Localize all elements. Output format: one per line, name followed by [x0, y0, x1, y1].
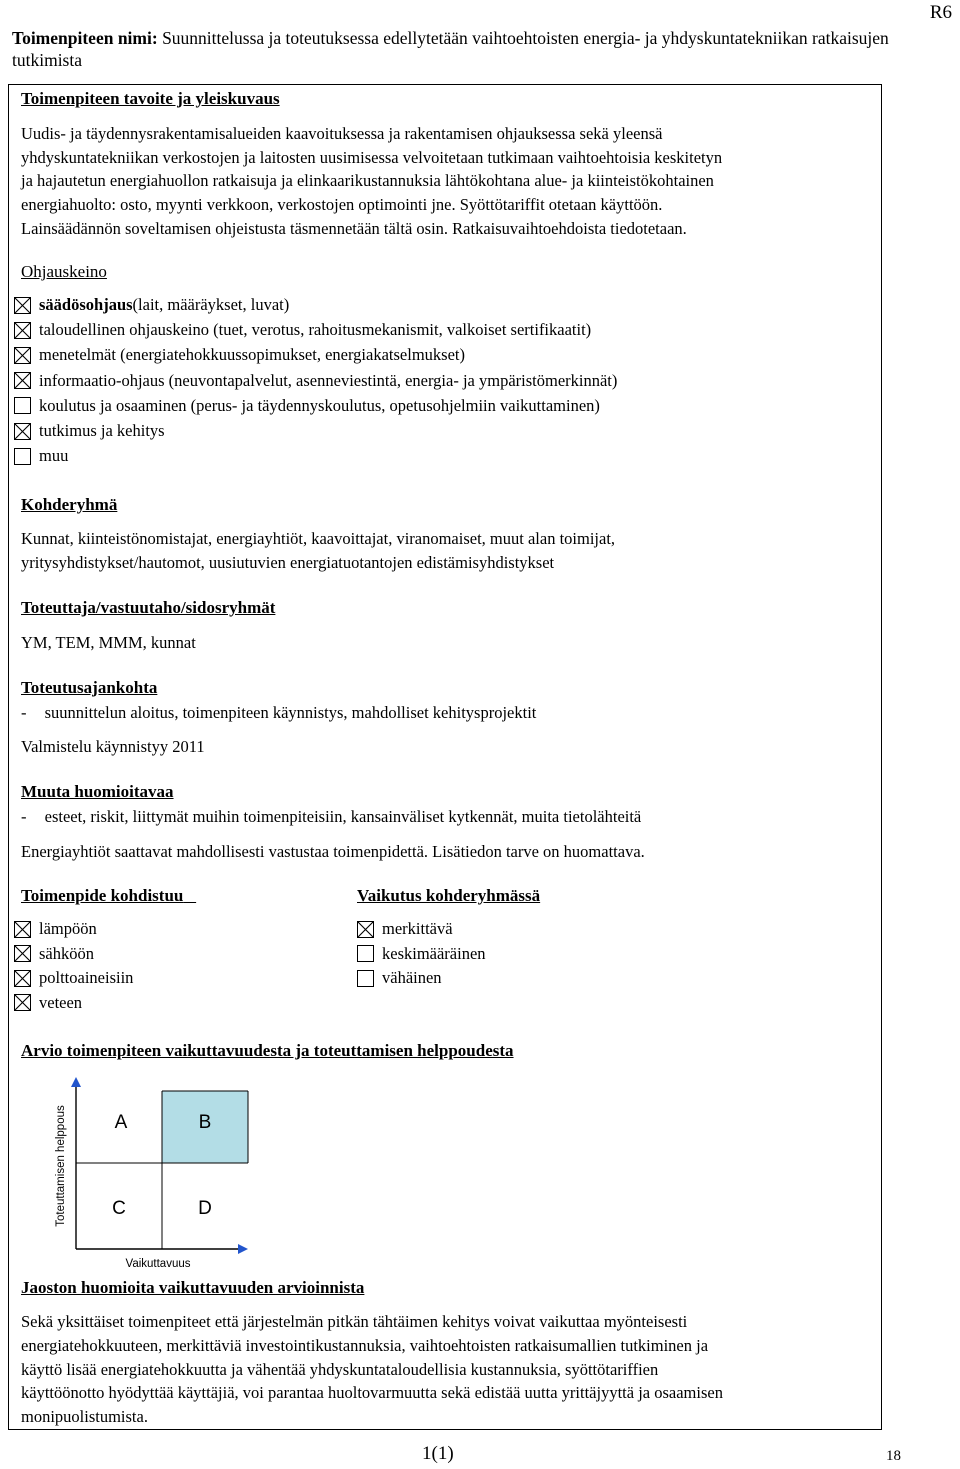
title-label: Toimenpiteen nimi: — [12, 28, 158, 48]
timing-dash: - — [21, 703, 27, 722]
target-line: Kunnat, kiinteistönomistajat, energiayhtiöt, kaavoittajat, viranomaiset, muut alan toimijat, — [21, 529, 616, 548]
cell-label-c: C — [112, 1198, 126, 1219]
target-heading: Kohderyhmä — [21, 495, 118, 514]
goal-line: Uudis- ja täydennysrakentamisalueiden kaavoituksessa ja rakentamisen ohjauksessa sekä yleensä — [21, 124, 663, 143]
impact-heading: Vaikutus kohderyhmässä — [357, 886, 541, 905]
timing-text: Valmistelu käynnistyy 2011 — [21, 737, 205, 756]
page-number: 1(1) — [422, 1443, 454, 1464]
checked-checkbox-icon[interactable] — [14, 994, 31, 1011]
x-axis-label: Vaikuttavuus — [125, 1258, 191, 1270]
option-label: informaatio-ohjaus (neuvontapalvelut, asenneviestintä, energia- ja ympäristömerkinnät) — [39, 370, 618, 390]
focus-option[interactable] — [14, 944, 94, 964]
focus-option[interactable] — [14, 993, 82, 1013]
goal-text — [21, 122, 722, 241]
committee-text — [21, 1310, 723, 1429]
goal-line: Lainsäädännön soveltamisen ohjeistusta täsmennetään tältä osin. Ratkaisuvaihtoehdoista tiedotetaan. — [21, 218, 687, 238]
cell-label-b: B — [198, 1112, 212, 1133]
target-text — [21, 527, 615, 574]
option-bold-label: säädösohjaus — [39, 295, 133, 314]
option-label: menetelmät (energiatehokkuussopimukset, energiakatselmukset) — [39, 345, 465, 365]
committee-heading: Jaoston huomioita vaikuttavuuden arvioinnista — [21, 1278, 365, 1297]
y-axis-label: Toteuttamisen helppous — [55, 1105, 67, 1227]
cell-label-d: D — [198, 1198, 212, 1219]
checked-checkbox-icon[interactable] — [14, 297, 31, 314]
option-label: (lait, määräykset, luvat) — [132, 295, 290, 314]
instruments-option[interactable] — [14, 345, 465, 365]
empty-checkbox-icon[interactable] — [357, 945, 374, 962]
timing-bullet-text: suunnittelun aloitus, toimenpiteen käynnistys, mahdolliset kehitysprojektit — [44, 703, 537, 722]
option-label: polttoaineisiin — [39, 968, 134, 987]
option-label: keskimääräinen — [382, 943, 486, 963]
other-text: Energiayhtiöt saattavat mahdollisesti vastustaa toimenpidettä. Lisätiedon tarve on huomattava. — [21, 842, 645, 861]
responsible-heading: Toteuttaja/vastuutaho/sidosryhmät — [21, 598, 276, 617]
assessment-heading: Arvio toimenpiteen vaikuttavuudesta ja toteuttamisen helppoudesta — [21, 1041, 514, 1060]
y-axis-arrow-icon — [71, 1077, 81, 1087]
checked-checkbox-icon[interactable] — [14, 322, 31, 339]
option-label: tutkimus ja kehitys — [39, 421, 165, 440]
impact-option[interactable] — [357, 919, 453, 939]
goal-line: yhdyskuntatekniikan verkostojen ja laitosten uusimisessa velvoitetaan tutkimaan vaihtoehtoisia keskitetyn — [21, 147, 723, 167]
option-label: vähäinen — [382, 968, 442, 987]
committee-line: käyttö lisää energiatehokkuutta ja vähentää yhdyskuntataloudellisia kustannuksia, syöttötariffien — [21, 1359, 659, 1379]
impact-option[interactable] — [357, 944, 486, 964]
impact-option[interactable] — [357, 968, 442, 988]
option-label: koulutus ja osaaminen (perus- ja täydennyskoulutus, opetusohjelmiin vaikuttaminen) — [39, 395, 600, 415]
focus-heading: Toimenpide kohdistuu — [21, 886, 184, 905]
target-line: yritysyhdistykset/hautomot, uusiutuvien energiatuotantojen edistämisyhdistykset — [21, 552, 555, 572]
other-bullet-text: esteet, riskit, liittymät muihin toimenpiteisiin, kansainväliset kytkennät, muita tietolähteitä — [44, 807, 642, 826]
committee-line: energiatehokkuuteen, merkittäviä investointikustannuksia, vaihtoehtoisten ratkaisumallien tutkiminen ja — [21, 1335, 709, 1355]
goal-line: ja hajautetun energiahuollon ratkaisuja ja elinkaarikustannuksia lähtökohtana alue- ja kiinteistökohtainen — [21, 171, 714, 191]
checked-checkbox-icon[interactable] — [14, 945, 31, 962]
goal-heading: Toimenpiteen tavoite ja yleiskuvaus — [21, 89, 280, 108]
instruments-option[interactable] — [14, 396, 600, 416]
checked-checkbox-icon[interactable] — [14, 423, 31, 440]
instruments-option[interactable] — [14, 421, 165, 441]
option-label: merkittävä — [382, 919, 453, 938]
instruments-option[interactable] — [14, 295, 289, 315]
footer-number: 18 — [886, 1448, 901, 1464]
option-label: muu — [39, 446, 69, 466]
empty-checkbox-icon[interactable] — [14, 448, 31, 465]
instruments-heading: Ohjauskeino — [21, 262, 107, 281]
document-code: R6 — [929, 2, 952, 23]
focus-option[interactable] — [14, 919, 97, 939]
option-label: sähköön — [39, 943, 94, 963]
instruments-option[interactable] — [14, 320, 591, 340]
x-axis-arrow-icon — [238, 1244, 248, 1254]
assessment-matrix — [50, 1073, 260, 1273]
committee-line: Sekä yksittäiset toimenpiteet että järjestelmän pitkän tähtäimen kehitys voivat vaikuttaa myönteisesti — [21, 1312, 688, 1331]
goal-line: energiahuolto: osto, myynti verkkoon, verkostojen optimointi jne. Syöttötariffit otetaan käyttöön. — [21, 195, 663, 215]
instruments-option[interactable] — [14, 371, 617, 391]
cell-label-a: A — [114, 1112, 128, 1133]
committee-line: monipuolistumista. — [21, 1407, 148, 1427]
checked-checkbox-icon[interactable] — [14, 372, 31, 389]
timing-bullet — [21, 701, 536, 725]
title-text: Suunnittelussa ja toteutuksessa edellytetään vaihtoehtoisten energia- ja yhdyskuntatekniikan ratkaisujen tutkimista — [12, 28, 889, 70]
assessment-matrix-svg — [50, 1073, 260, 1273]
other-dash: - — [21, 807, 27, 826]
other-bullet — [21, 805, 641, 829]
option-label: taloudellinen ohjauskeino (tuet, verotus, rahoitusmekanismit, valkoiset sertifikaatit) — [39, 320, 592, 340]
checked-checkbox-icon[interactable] — [357, 921, 374, 938]
page-title — [12, 27, 892, 71]
responsible-text: YM, TEM, MMM, kunnat — [21, 633, 196, 652]
option-label: veteen — [39, 992, 83, 1012]
committee-line: käyttöönotto hyödyttää käyttäjiä, voi parantaa huoltovarmuutta sekä edistää uutta yrittäjyyttä ja osaamisen — [21, 1383, 723, 1403]
empty-checkbox-icon[interactable] — [14, 397, 31, 414]
checked-checkbox-icon[interactable] — [14, 347, 31, 364]
option-label: lämpöön — [39, 919, 97, 938]
instruments-option[interactable] — [14, 446, 68, 466]
empty-checkbox-icon[interactable] — [357, 970, 374, 987]
other-heading: Muuta huomioitavaa — [21, 782, 174, 801]
timing-heading: Toteutusajankohta — [21, 678, 158, 697]
focus-option[interactable] — [14, 968, 133, 988]
checked-checkbox-icon[interactable] — [14, 970, 31, 987]
checked-checkbox-icon[interactable] — [14, 921, 31, 938]
